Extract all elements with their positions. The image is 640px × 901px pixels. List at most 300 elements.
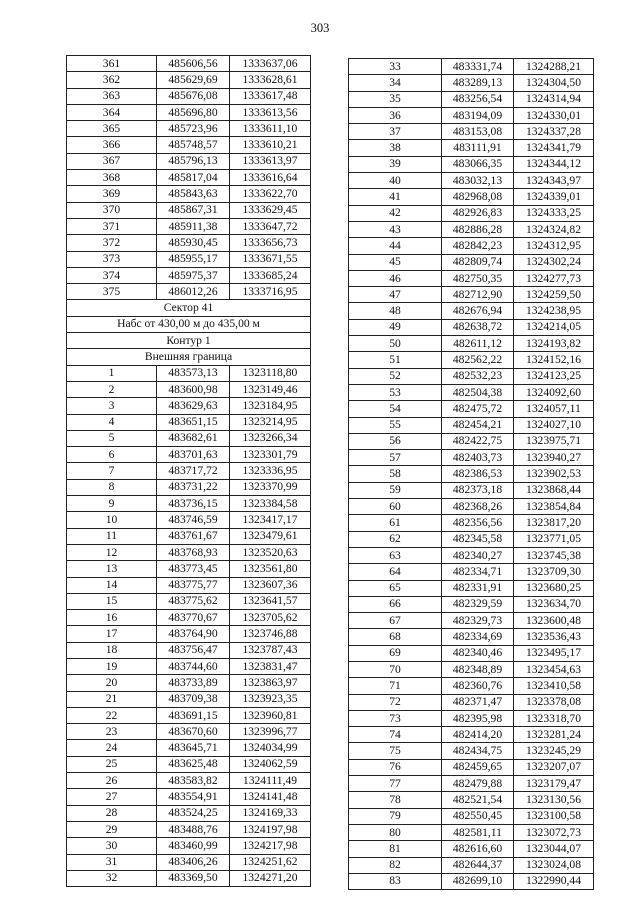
x-coordinate: 482926,83 (442, 205, 514, 221)
table-row (67, 626, 311, 642)
y-coordinate: 1323561,80 (230, 561, 311, 577)
x-coordinate: 483645,71 (157, 740, 230, 756)
y-coordinate: 1323996,77 (230, 724, 311, 740)
point-number: 2 (67, 381, 157, 397)
point-number: 81 (349, 841, 442, 857)
table-row (349, 140, 594, 156)
table-row (349, 287, 594, 303)
x-coordinate: 482386,53 (442, 466, 514, 482)
x-coordinate: 482504,38 (442, 384, 514, 400)
x-coordinate: 482638,72 (442, 319, 514, 335)
x-coordinate: 482371,47 (442, 694, 514, 710)
point-number: 23 (67, 724, 157, 740)
y-coordinate: 1333628,61 (230, 72, 311, 88)
table-row (349, 254, 594, 270)
table-row (349, 759, 594, 775)
point-number: 82 (349, 857, 442, 873)
table-row (349, 710, 594, 726)
table-row (349, 531, 594, 547)
y-coordinate: 1324057,11 (514, 401, 594, 417)
x-coordinate: 483736,15 (157, 496, 230, 512)
point-number: 10 (67, 512, 157, 528)
x-coordinate: 482329,59 (442, 596, 514, 612)
table-row (67, 202, 311, 218)
y-coordinate: 1324277,73 (514, 270, 594, 286)
coordinates-table-right (348, 58, 594, 890)
point-number: 40 (349, 173, 442, 189)
sector-title: Сектор 41 (67, 300, 311, 316)
point-number: 375 (67, 284, 157, 300)
point-number: 74 (349, 727, 442, 743)
x-coordinate: 482968,08 (442, 189, 514, 205)
y-coordinate: 1324330,01 (514, 107, 594, 123)
table-row (67, 724, 311, 740)
point-number: 374 (67, 267, 157, 283)
y-coordinate: 1323746,88 (230, 626, 311, 642)
y-coordinate: 1324324,82 (514, 221, 594, 237)
y-coordinate: 1322990,44 (514, 873, 594, 889)
coordinates-table-left (66, 55, 311, 887)
x-coordinate: 483691,15 (157, 707, 230, 723)
x-coordinate: 482334,69 (442, 629, 514, 645)
y-coordinate: 1333622,70 (230, 186, 311, 202)
y-coordinate: 1323536,43 (514, 629, 594, 645)
point-number: 17 (67, 626, 157, 642)
x-coordinate: 483583,82 (157, 773, 230, 789)
table-row (349, 873, 594, 889)
table-row (349, 270, 594, 286)
point-number: 39 (349, 156, 442, 172)
table-row (67, 267, 311, 283)
y-coordinate: 1323184,95 (230, 398, 311, 414)
table-row (67, 496, 311, 512)
y-coordinate: 1323130,56 (514, 792, 594, 808)
y-coordinate: 1323417,17 (230, 512, 311, 528)
y-coordinate: 1323831,47 (230, 658, 311, 674)
y-coordinate: 1324312,95 (514, 238, 594, 254)
x-coordinate: 483066,35 (442, 156, 514, 172)
x-coordinate: 482562,22 (442, 352, 514, 368)
x-coordinate: 483524,25 (157, 805, 230, 821)
point-number: 35 (349, 91, 442, 107)
y-coordinate: 1323149,46 (230, 381, 311, 397)
y-coordinate: 1333671,55 (230, 251, 311, 267)
point-number: 41 (349, 189, 442, 205)
table-row (67, 740, 311, 756)
table-row (67, 512, 311, 528)
table-row (67, 642, 311, 658)
point-number: 80 (349, 824, 442, 840)
point-number: 77 (349, 776, 442, 792)
point-number: 19 (67, 658, 157, 674)
x-coordinate: 483682,61 (157, 430, 230, 446)
point-number: 34 (349, 75, 442, 91)
x-coordinate: 483651,15 (157, 414, 230, 430)
y-coordinate: 1323410,58 (514, 678, 594, 694)
table-row (349, 629, 594, 645)
table-row (349, 808, 594, 824)
table-row (349, 499, 594, 515)
x-coordinate: 482368,26 (442, 499, 514, 515)
x-coordinate: 483289,13 (442, 75, 514, 91)
x-coordinate: 483194,09 (442, 107, 514, 123)
table-row (67, 414, 311, 430)
page-number: 303 (310, 21, 330, 35)
point-number: 50 (349, 336, 442, 352)
y-coordinate: 1323454,63 (514, 661, 594, 677)
table-row (67, 137, 311, 153)
table-row (67, 186, 311, 202)
table-row (67, 251, 311, 267)
point-number: 55 (349, 417, 442, 433)
table-row (67, 789, 311, 805)
x-coordinate: 482414,20 (442, 727, 514, 743)
x-coordinate: 483460,99 (157, 838, 230, 854)
point-number: 59 (349, 482, 442, 498)
point-number: 78 (349, 792, 442, 808)
table-row (67, 870, 311, 886)
table-row (349, 824, 594, 840)
point-number: 56 (349, 433, 442, 449)
point-number: 364 (67, 104, 157, 120)
table-row (67, 561, 311, 577)
y-coordinate: 1324288,21 (514, 59, 594, 75)
y-coordinate: 1323266,34 (230, 430, 311, 446)
x-coordinate: 483733,89 (157, 675, 230, 691)
table-row (67, 153, 311, 169)
y-coordinate: 1324271,20 (230, 870, 311, 886)
point-number: 69 (349, 645, 442, 661)
x-coordinate: 482521,54 (442, 792, 514, 808)
table-row (67, 398, 311, 414)
x-coordinate: 482373,18 (442, 482, 514, 498)
table-row (67, 463, 311, 479)
point-number: 75 (349, 743, 442, 759)
x-coordinate: 482403,73 (442, 450, 514, 466)
point-number: 65 (349, 580, 442, 596)
point-number: 73 (349, 710, 442, 726)
table-row (349, 743, 594, 759)
y-coordinate: 1333610,21 (230, 137, 311, 153)
y-coordinate: 1324197,98 (230, 821, 311, 837)
table-row (67, 691, 311, 707)
table-row (67, 610, 311, 626)
x-coordinate: 483775,62 (157, 593, 230, 609)
y-coordinate: 1324337,28 (514, 124, 594, 140)
y-coordinate: 1323378,08 (514, 694, 594, 710)
point-number: 14 (67, 577, 157, 593)
table-row (349, 59, 594, 75)
y-coordinate: 1323868,44 (514, 482, 594, 498)
point-number: 363 (67, 88, 157, 104)
x-coordinate: 482334,71 (442, 564, 514, 580)
x-coordinate: 483709,38 (157, 691, 230, 707)
point-number: 58 (349, 466, 442, 482)
table-row (67, 593, 311, 609)
x-coordinate: 482356,56 (442, 515, 514, 531)
elevation-range: Набс от 430,00 м до 435,00 м (67, 316, 311, 332)
x-coordinate: 485975,37 (157, 267, 230, 283)
y-coordinate: 1323118,80 (230, 365, 311, 381)
y-coordinate: 1323975,71 (514, 433, 594, 449)
table-row (67, 365, 311, 381)
table-row (67, 577, 311, 593)
y-coordinate: 1323940,27 (514, 450, 594, 466)
y-coordinate: 1323641,57 (230, 593, 311, 609)
point-number: 21 (67, 691, 157, 707)
x-coordinate: 483775,77 (157, 577, 230, 593)
y-coordinate: 1324302,24 (514, 254, 594, 270)
point-number: 53 (349, 384, 442, 400)
x-coordinate: 482340,27 (442, 547, 514, 563)
right-table-rows (349, 59, 594, 890)
x-coordinate: 482329,73 (442, 613, 514, 629)
point-number: 20 (67, 675, 157, 691)
point-number: 76 (349, 759, 442, 775)
point-number: 44 (349, 238, 442, 254)
table-row (349, 173, 594, 189)
point-number: 47 (349, 287, 442, 303)
point-number: 373 (67, 251, 157, 267)
y-coordinate: 1323787,43 (230, 642, 311, 658)
point-number: 66 (349, 596, 442, 612)
point-number: 26 (67, 773, 157, 789)
y-coordinate: 1333647,72 (230, 218, 311, 234)
y-coordinate: 1323384,58 (230, 496, 311, 512)
table-row (67, 381, 311, 397)
point-number: 71 (349, 678, 442, 694)
point-number: 54 (349, 401, 442, 417)
x-coordinate: 483629,63 (157, 398, 230, 414)
x-coordinate: 485930,45 (157, 235, 230, 251)
point-number: 28 (67, 805, 157, 821)
table-row (67, 544, 311, 560)
table-row (349, 368, 594, 384)
point-number: 51 (349, 352, 442, 368)
x-coordinate: 485817,04 (157, 170, 230, 186)
point-number: 63 (349, 547, 442, 563)
table-row (349, 564, 594, 580)
y-coordinate: 1323281,24 (514, 727, 594, 743)
table-row (67, 756, 311, 772)
table-row (349, 482, 594, 498)
point-number: 361 (67, 56, 157, 72)
table-row (67, 528, 311, 544)
x-coordinate: 482699,10 (442, 873, 514, 889)
x-coordinate: 482532,23 (442, 368, 514, 384)
y-coordinate: 1323044,07 (514, 841, 594, 857)
y-coordinate: 1324344,12 (514, 156, 594, 172)
table-row (349, 124, 594, 140)
point-number: 37 (349, 124, 442, 140)
y-coordinate: 1324027,10 (514, 417, 594, 433)
x-coordinate: 483625,48 (157, 756, 230, 772)
point-number: 83 (349, 873, 442, 889)
point-number: 79 (349, 808, 442, 824)
x-coordinate: 482750,35 (442, 270, 514, 286)
point-number: 64 (349, 564, 442, 580)
table-row (67, 821, 311, 837)
point-number: 369 (67, 186, 157, 202)
y-coordinate: 1324314,94 (514, 91, 594, 107)
x-coordinate: 482422,75 (442, 433, 514, 449)
point-number: 7 (67, 463, 157, 479)
y-coordinate: 1324259,50 (514, 287, 594, 303)
y-coordinate: 1323960,81 (230, 707, 311, 723)
x-coordinate: 483756,47 (157, 642, 230, 658)
y-coordinate: 1323214,95 (230, 414, 311, 430)
point-number: 11 (67, 528, 157, 544)
x-coordinate: 482360,76 (442, 678, 514, 694)
x-coordinate: 485696,80 (157, 104, 230, 120)
point-number: 9 (67, 496, 157, 512)
y-coordinate: 1323607,36 (230, 577, 311, 593)
y-coordinate: 1323179,47 (514, 776, 594, 792)
point-number: 6 (67, 447, 157, 463)
y-coordinate: 1323479,61 (230, 528, 311, 544)
y-coordinate: 1323336,95 (230, 463, 311, 479)
x-coordinate: 485723,96 (157, 121, 230, 137)
table-row (349, 75, 594, 91)
point-number: 52 (349, 368, 442, 384)
table-row (349, 694, 594, 710)
y-coordinate: 1324238,95 (514, 303, 594, 319)
table-row (349, 433, 594, 449)
x-coordinate: 482345,58 (442, 531, 514, 547)
x-coordinate: 483256,54 (442, 91, 514, 107)
table-row (349, 107, 594, 123)
y-coordinate: 1324152,16 (514, 352, 594, 368)
point-number: 32 (67, 870, 157, 886)
table-row (349, 156, 594, 172)
x-coordinate: 485629,69 (157, 72, 230, 88)
point-number: 366 (67, 137, 157, 153)
y-coordinate: 1323100,58 (514, 808, 594, 824)
y-coordinate: 1323771,05 (514, 531, 594, 547)
table-row (67, 88, 311, 104)
x-coordinate: 482886,28 (442, 221, 514, 237)
y-coordinate: 1324214,05 (514, 319, 594, 335)
y-coordinate: 1324341,79 (514, 140, 594, 156)
y-coordinate: 1323495,17 (514, 645, 594, 661)
x-coordinate: 483761,67 (157, 528, 230, 544)
y-coordinate: 1323854,84 (514, 499, 594, 515)
y-coordinate: 1333611,10 (230, 121, 311, 137)
left-table-top-rows (67, 56, 311, 300)
table-row (67, 854, 311, 870)
y-coordinate: 1323923,35 (230, 691, 311, 707)
table-row (349, 857, 594, 873)
point-number: 27 (67, 789, 157, 805)
point-number: 365 (67, 121, 157, 137)
table-row (67, 658, 311, 674)
x-coordinate: 483773,45 (157, 561, 230, 577)
y-coordinate: 1323245,29 (514, 743, 594, 759)
table-row (349, 776, 594, 792)
contour-title: Контур 1 (67, 333, 311, 349)
x-coordinate: 483764,90 (157, 626, 230, 642)
y-coordinate: 1323817,20 (514, 515, 594, 531)
x-coordinate: 483406,26 (157, 854, 230, 870)
point-number: 67 (349, 613, 442, 629)
x-coordinate: 482475,72 (442, 401, 514, 417)
x-coordinate: 483111,91 (442, 140, 514, 156)
table-row (349, 792, 594, 808)
table-row (349, 91, 594, 107)
point-number: 68 (349, 629, 442, 645)
x-coordinate: 483153,08 (442, 124, 514, 140)
table-row (67, 218, 311, 234)
x-coordinate: 486012,26 (157, 284, 230, 300)
y-coordinate: 1323301,79 (230, 447, 311, 463)
x-coordinate: 483744,60 (157, 658, 230, 674)
y-coordinate: 1323863,97 (230, 675, 311, 691)
left-table-bottom-rows (67, 365, 311, 887)
y-coordinate: 1333656,73 (230, 235, 311, 251)
point-number: 1 (67, 365, 157, 381)
y-coordinate: 1333616,64 (230, 170, 311, 186)
table-row (67, 773, 311, 789)
x-coordinate: 485606,56 (157, 56, 230, 72)
y-coordinate: 1324217,98 (230, 838, 311, 854)
x-coordinate: 482348,89 (442, 661, 514, 677)
point-number: 362 (67, 72, 157, 88)
y-coordinate: 1333613,97 (230, 153, 311, 169)
point-number: 8 (67, 479, 157, 495)
x-coordinate: 483701,63 (157, 447, 230, 463)
point-number: 5 (67, 430, 157, 446)
table-row (349, 417, 594, 433)
table-row (349, 661, 594, 677)
table-row (349, 645, 594, 661)
table-row (349, 384, 594, 400)
x-coordinate: 482676,94 (442, 303, 514, 319)
y-coordinate: 1324034,99 (230, 740, 311, 756)
y-coordinate: 1324169,33 (230, 805, 311, 821)
table-row (67, 838, 311, 854)
x-coordinate: 483554,91 (157, 789, 230, 805)
table-row (349, 547, 594, 563)
x-coordinate: 482434,75 (442, 743, 514, 759)
table-row (349, 303, 594, 319)
table-row (349, 841, 594, 857)
x-coordinate: 483731,22 (157, 479, 230, 495)
x-coordinate: 482479,88 (442, 776, 514, 792)
y-coordinate: 1324111,49 (230, 773, 311, 789)
y-coordinate: 1323370,99 (230, 479, 311, 495)
point-number: 60 (349, 499, 442, 515)
x-coordinate: 483717,72 (157, 463, 230, 479)
point-number: 25 (67, 756, 157, 772)
point-number: 12 (67, 544, 157, 560)
x-coordinate: 483770,67 (157, 610, 230, 626)
y-coordinate: 1333629,45 (230, 202, 311, 218)
x-coordinate: 485867,31 (157, 202, 230, 218)
y-coordinate: 1333716,95 (230, 284, 311, 300)
table-row (67, 447, 311, 463)
table-row (349, 336, 594, 352)
x-coordinate: 483331,74 (442, 59, 514, 75)
x-coordinate: 485676,08 (157, 88, 230, 104)
table-row (67, 104, 311, 120)
section-header (67, 300, 311, 365)
y-coordinate: 1324304,50 (514, 75, 594, 91)
x-coordinate: 483670,60 (157, 724, 230, 740)
y-coordinate: 1323318,70 (514, 710, 594, 726)
table-row (349, 727, 594, 743)
table-row (67, 235, 311, 251)
table-row (349, 352, 594, 368)
